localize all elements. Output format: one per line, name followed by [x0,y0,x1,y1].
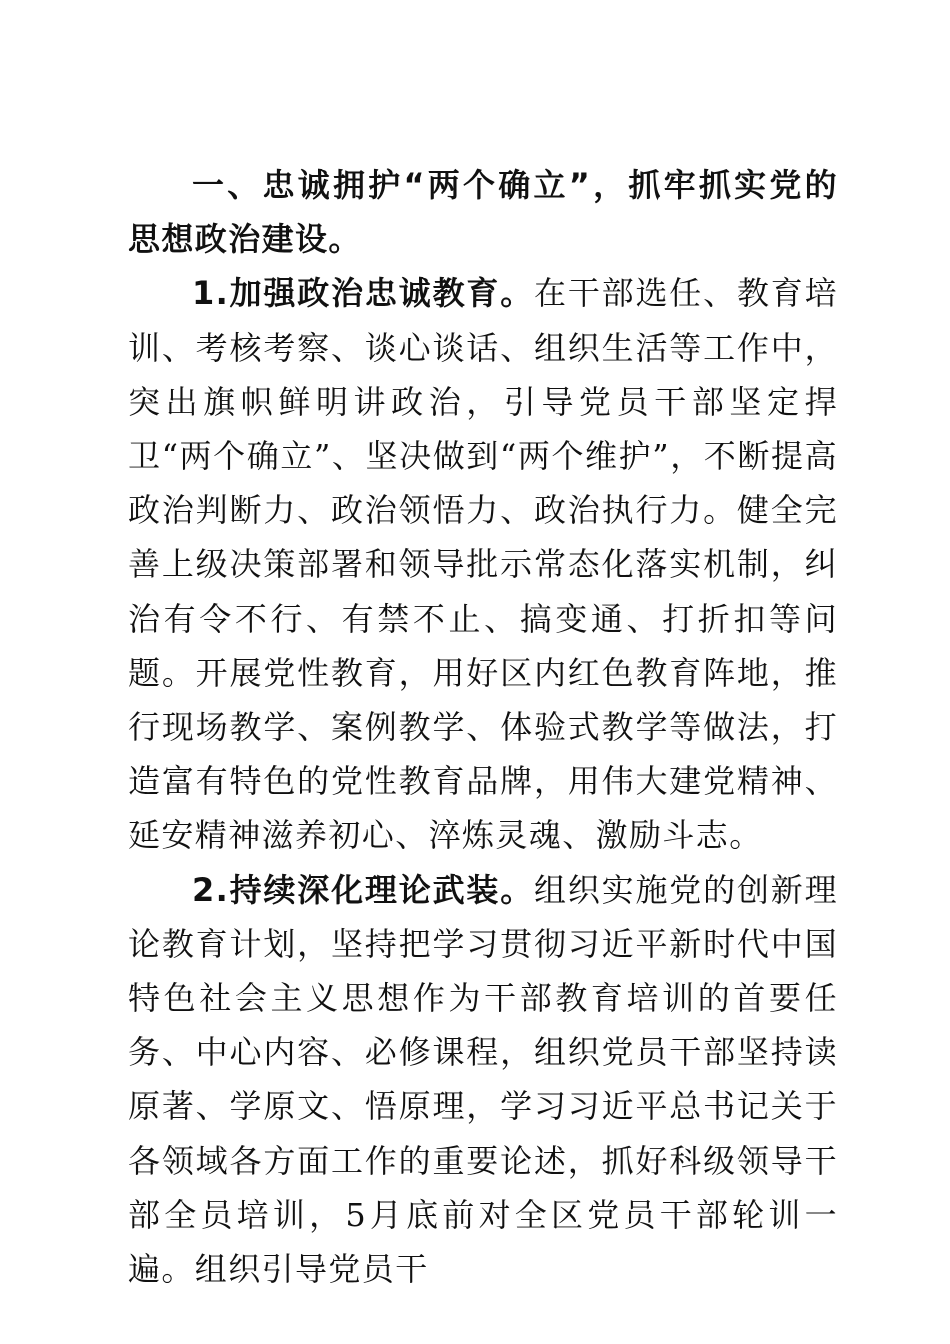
paragraph-body-1: 在干部选任、教育培训、考核考察、谈心谈话、组织生活等工作中，突出旗帜鲜明讲政治，引导党员干部坚定捍卫“两个确立”、坚决做到“两个维护”，不断提高政治判断力、政治领悟力、政治执行力。健全完善上级决策部署和领导批示常态化落实机制，纠治有令不行、有禁不止、搞变通、打折扣等问题。开展党性教育，用好区内红色教育阵地，推行现场教学、案例教学、体验式教学等做法，打造富有特色的党性教育品牌，用伟大建党精神、延安精神滋养初心、淬炼灵魂、激励斗志。 [128,274,838,855]
document-body [128,158,838,1296]
paragraph-lead-2: 2.持续深化理论武装。 [192,870,535,909]
paragraph-item-2 [128,863,838,1297]
paragraph-lead-1: 1.加强政治忠诚教育。 [192,274,535,313]
paragraph-item-1 [128,266,838,862]
section-heading: 一、忠诚拥护“两个确立”，抓牢抓实党的思想政治建设。 [128,166,838,259]
paragraph-body-2: 组织实施党的创新理论教育计划，坚持把学习贯彻习近平新时代中国特色社会主义思想作为干部教育培训的首要任务、中心内容、必修课程，组织党员干部坚持读原著、学原文、悟原理，学习习近平总书记关于各领域各方面工作的重要论述，抓好科级领导干部全员培训，5月底前对全区党员干部轮训一遍。组织引导党员干 [128,870,838,1289]
